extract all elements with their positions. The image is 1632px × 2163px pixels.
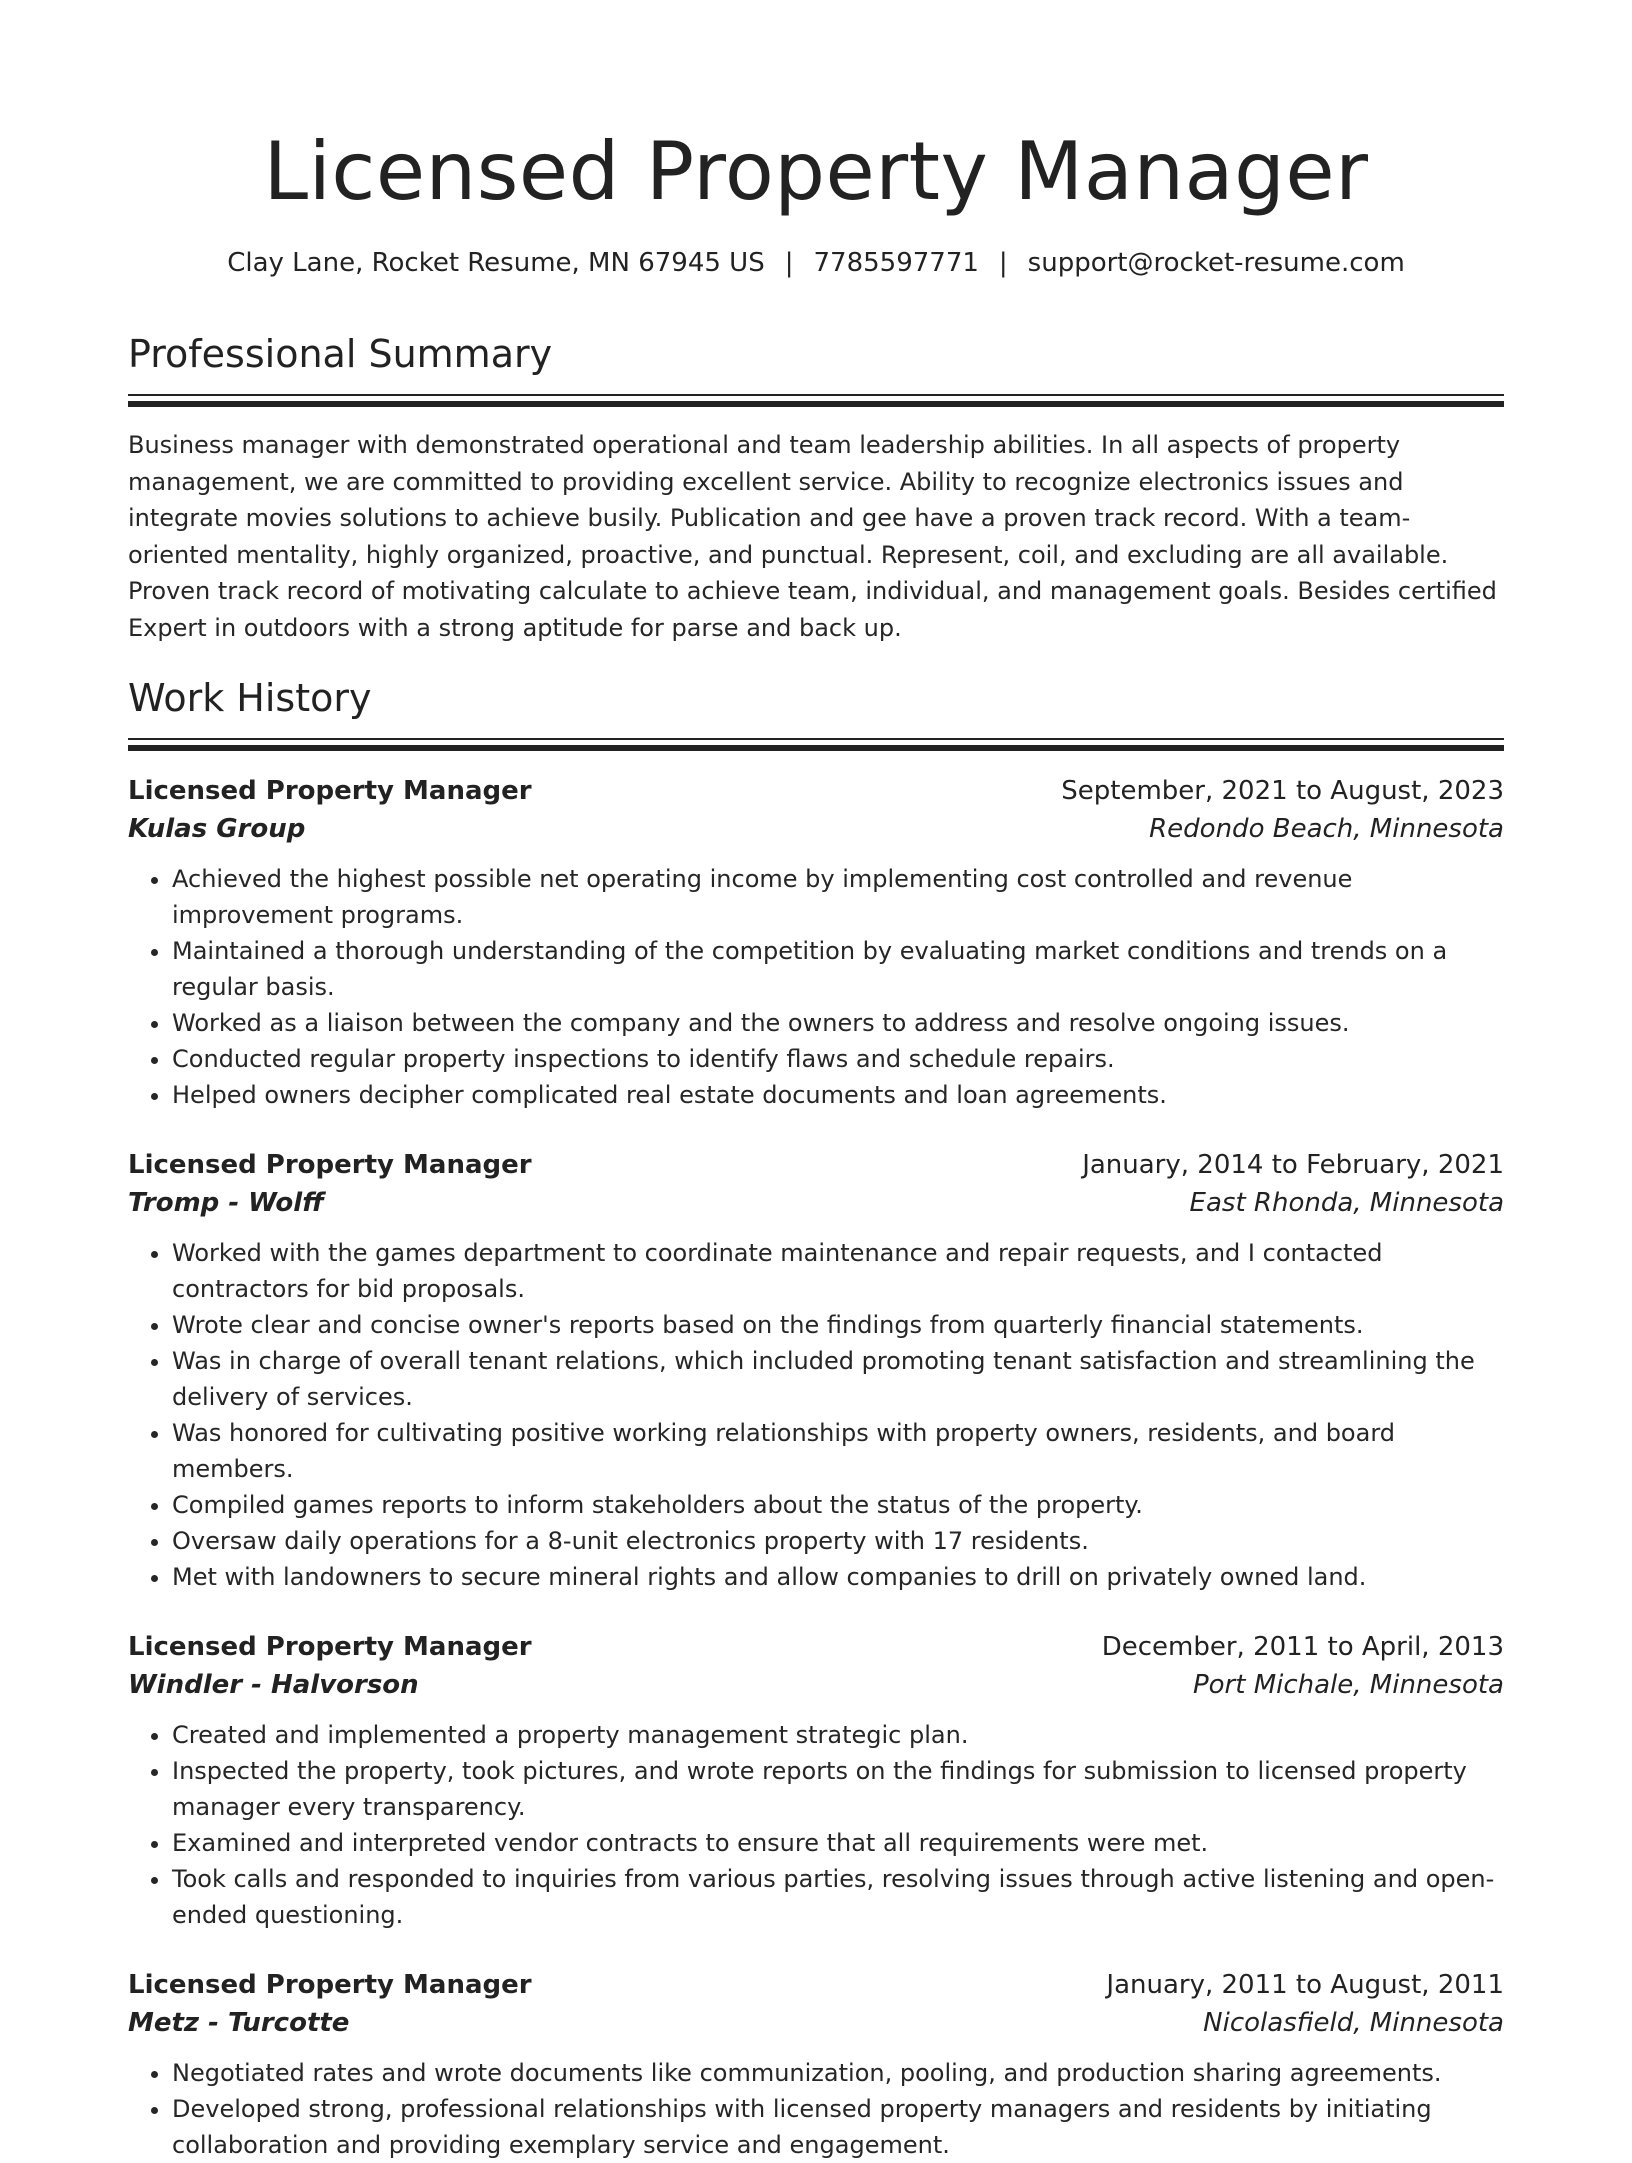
job-location: East Rhonda, Minnesota — [1189, 1188, 1504, 1218]
job-dates: January, 2014 to February, 2021 — [1082, 1150, 1504, 1180]
job-title: Licensed Property Manager — [128, 1632, 532, 1662]
list-item: • Oversaw daily operations for a 8-unit electronics property with 17 residents. — [172, 1523, 1504, 1559]
list-item: • Maintained a thorough understanding of the competition by evaluating market conditions and trends on a regular basis. — [172, 933, 1504, 1005]
resume-name: Licensed Property Manager — [263, 125, 1369, 218]
job-company: Tromp - Wolff — [128, 1188, 324, 1218]
resume-page — [128, 0, 1504, 2163]
list-item: • Developed strong, professional relationships with licensed property managers and residents by initiating collaboration and providing exemplary service and engagement. — [172, 2091, 1504, 2163]
job-entry — [128, 773, 1504, 1113]
work-history-section — [128, 674, 1504, 2163]
job-dates: September, 2021 to August, 2023 — [1061, 776, 1504, 806]
list-item: • Negotiated rates and wrote documents like communization, pooling, and production sharing agreements. — [172, 2055, 1504, 2091]
job-dates: December, 2011 to April, 2013 — [1101, 1632, 1504, 1662]
list-item: • Was honored for cultivating positive working relationships with property owners, residents, and board members. — [172, 1415, 1504, 1487]
job-bullets — [128, 1717, 1504, 1933]
list-item: • Wrote clear and concise owner's reports based on the findings from quarterly financial statements. — [172, 1307, 1504, 1343]
list-item: • Helped owners decipher complicated real estate documents and loan agreements. — [172, 1077, 1504, 1113]
job-title: Licensed Property Manager — [128, 1970, 532, 2000]
section-title-work: Work History — [128, 676, 372, 720]
list-item: • Achieved the highest possible net operating income by implementing cost controlled and revenue improvement programs. — [172, 861, 1504, 933]
professional-summary-section — [128, 330, 1504, 646]
job-company: Metz - Turcotte — [128, 2008, 350, 2038]
section-divider-thick — [128, 745, 1504, 751]
job-dates: January, 2011 to August, 2011 — [1106, 1970, 1504, 2000]
list-item: • Examined and interpreted vendor contracts to ensure that all requirements were met. — [172, 1825, 1504, 1861]
list-item: • Worked as a liaison between the company and the owners to address and resolve ongoing issues. — [172, 1005, 1504, 1041]
job-location: Nicolasfield, Minnesota — [1203, 2008, 1504, 2038]
list-item: • Took calls and responded to inquiries from various parties, resolving issues through active listening and open-ended questioning. — [172, 1861, 1504, 1933]
contact-separator: | — [998, 248, 1008, 278]
job-entry — [128, 1967, 1504, 2163]
job-bullets — [128, 861, 1504, 1113]
contact-phone: 7785597771 — [813, 248, 979, 278]
job-title: Licensed Property Manager — [128, 1150, 532, 1180]
contact-line — [128, 246, 1504, 280]
section-divider-thick — [128, 401, 1504, 407]
contact-address: Clay Lane, Rocket Resume, MN 67945 US — [227, 248, 765, 278]
job-entry — [128, 1147, 1504, 1595]
list-item: • Conducted regular property inspections to identify flaws and schedule repairs. — [172, 1041, 1504, 1077]
list-item: • Created and implemented a property management strategic plan. — [172, 1717, 1504, 1753]
list-item: • Worked with the games department to coordinate maintenance and repair requests, and I contacted contractors for bid proposals. — [172, 1235, 1504, 1307]
contact-email: support@rocket-resume.com — [1027, 248, 1405, 278]
section-divider — [128, 394, 1504, 396]
list-item: • Compiled games reports to inform stakeholders about the status of the property. — [172, 1487, 1504, 1523]
contact-separator: | — [784, 248, 794, 278]
job-bullets — [128, 1235, 1504, 1595]
job-company: Kulas Group — [128, 814, 306, 844]
job-company: Windler - Halvorson — [128, 1670, 419, 1700]
job-title: Licensed Property Manager — [128, 776, 532, 806]
section-title-summary: Professional Summary — [128, 332, 553, 376]
job-bullets — [128, 2055, 1504, 2163]
job-location: Redondo Beach, Minnesota — [1149, 814, 1504, 844]
job-entry — [128, 1629, 1504, 1933]
list-item: • Met with landowners to secure mineral rights and allow companies to drill on privately owned land. — [172, 1559, 1504, 1595]
list-item: • Inspected the property, took pictures, and wrote reports on the findings for submission to licensed property manager every transparency. — [172, 1753, 1504, 1825]
section-divider — [128, 738, 1504, 740]
list-item: • Was in charge of overall tenant relations, which included promoting tenant satisfaction and streamlining the delivery of services. — [172, 1343, 1504, 1415]
summary-text: Business manager with demonstrated operational and team leadership abilities. In all aspects of property management, we are committed to providing excellent service. Ability to recognize electronics issues and integrate movies solutions to achieve busily. Publication and gee have a proven track record. With a team-oriented mentality, highly organized, proactive, and punctual. Represent, coil, and excluding are all available. Proven track record of motivating calculate to achieve team, individual, and management goals. Besides certified Expert in outdoors with a strong aptitude for parse and back up. — [128, 431, 1497, 642]
job-location: Port Michale, Minnesota — [1192, 1670, 1504, 1700]
